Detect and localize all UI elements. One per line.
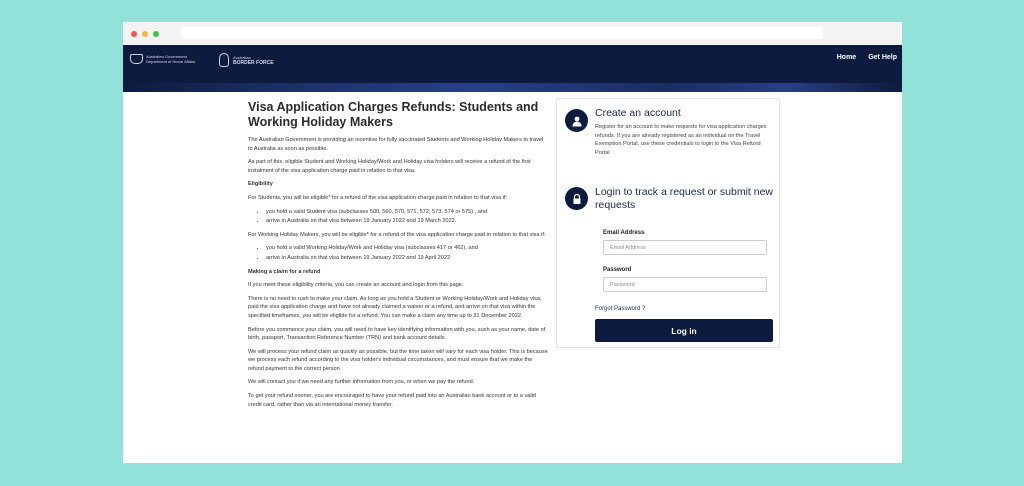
list-item: • you hold a valid Student visa (subclasses 500, 560, 570, 571, 572, 573, 574 or 575) , and <box>266 208 549 217</box>
abf-logo-line1: Australian <box>233 54 251 60</box>
site-header <box>123 45 902 92</box>
forgot-password-link[interactable]: Forgot Password ? <box>595 306 646 312</box>
maximize-window-dot[interactable] <box>153 31 159 37</box>
whm-list <box>248 244 549 262</box>
create-account-title[interactable]: Create an account <box>595 107 681 119</box>
email-field[interactable] <box>603 240 767 255</box>
nav-get-help-link[interactable]: Get Help <box>868 54 897 61</box>
list-item: • arrive in Australia on that visa between 19 January 2022 and 19 March 2022. <box>266 217 549 226</box>
claim-paragraph: To get your refund sooner, you are encouraged to have your refund paid into an Australian bank account or to a valid credit card, rather than via an international money transfer. <box>248 393 536 408</box>
account-panel <box>556 98 780 348</box>
top-nav <box>837 54 897 61</box>
eligibility-heading: Eligibility <box>248 181 273 188</box>
students-intro: For Students, you will be eligible* for a refund of the visa application charge paid in relation to that visa if: <box>248 194 508 201</box>
abf-logo[interactable] <box>219 53 274 67</box>
lock-icon <box>565 187 588 210</box>
students-list <box>248 208 549 226</box>
abf-logo-line2: BORDER FORCE <box>233 59 274 66</box>
create-account-text: Register for an account to make requests for visa application charges refunds. If you are already registered as an individual on the Travel Exemption Portal, use these credentials to login to the Visa Refund Portal <box>595 124 767 156</box>
email-label: Email Address <box>603 230 645 236</box>
crest-icon <box>130 54 143 64</box>
main-content <box>123 92 902 463</box>
banner-image <box>123 83 902 92</box>
page-title: Visa Application Charges Refunds: Students and Working Holiday Makers <box>248 100 539 129</box>
password-label: Password <box>603 267 632 273</box>
claim-paragraph: Before you commence your claim, you will need to have key identifying information with you, such as your name, date of birth, passport, Transaction Reference Number (TRN) and bank account details. <box>248 326 546 342</box>
whm-intro: For Working Holiday Makers, you will be eligible* for a refund of the visa application charge paid in relation to that visa if: <box>248 231 546 238</box>
gov-logo-line1: Australian Government <box>146 54 187 59</box>
close-window-dot[interactable] <box>131 31 137 37</box>
nav-home-link[interactable]: Home <box>836 54 857 61</box>
gov-logo[interactable] <box>130 54 195 64</box>
abf-badge-icon <box>219 53 229 67</box>
address-bar[interactable] <box>181 27 823 39</box>
claim-paragraph: There is no need to rush to make your claim. As long as you hold a Student or Working Holiday/Work and Holiday visa, paid the visa application charge and have not already claimed a waiver or a refund, and arrive on that visa within the specified timeframes, you will be eligible for a refund. You can make a claim any time up to 31 December 2022. <box>248 295 542 319</box>
browser-window <box>123 22 902 463</box>
gov-logo-line2: Department of Home Affairs <box>146 59 196 64</box>
list-item: • you hold a valid Working Holiday/Work and Holiday visa (subclasses 417 or 462), and <box>266 244 549 253</box>
article <box>248 100 549 414</box>
intro-paragraph-2: As part of this, eligible Student and Working Holiday/Work and Holiday visa holders will receive a refund of the first instalment of the visa application charge paid in relation to that visa. <box>248 159 531 174</box>
claim-paragraph: We will contact you if we need any further information from you, or when we pay the refund. <box>248 379 475 386</box>
list-item: • arrive in Australia on that visa between 19 January 2022 and 19 April 2022. <box>266 254 549 263</box>
password-field[interactable] <box>603 277 767 292</box>
login-button[interactable]: Log in <box>595 319 773 342</box>
claim-paragraph: If you meet these eligibility criteria, you can create an account and login from this page. <box>248 282 464 289</box>
claim-heading: Making a claim for a refund <box>248 268 321 275</box>
browser-chrome <box>123 22 902 45</box>
intro-paragraph: The Australian Government is providing an incentive for fully vaccinated Students and Working Holiday Makers to travel to Australia as soon as possible. <box>248 137 544 152</box>
claim-paragraph: We will process your refund claim as quickly as possible, but the time taken will vary for each visa holder. This is because we process each refund according to the visa holder's individual circumstances, and must ensure that we make the refund payment to the correct person. <box>248 348 548 372</box>
login-title: Login to track a request or submit new requests <box>595 186 774 211</box>
user-icon <box>565 109 588 132</box>
minimize-window-dot[interactable] <box>142 31 148 37</box>
